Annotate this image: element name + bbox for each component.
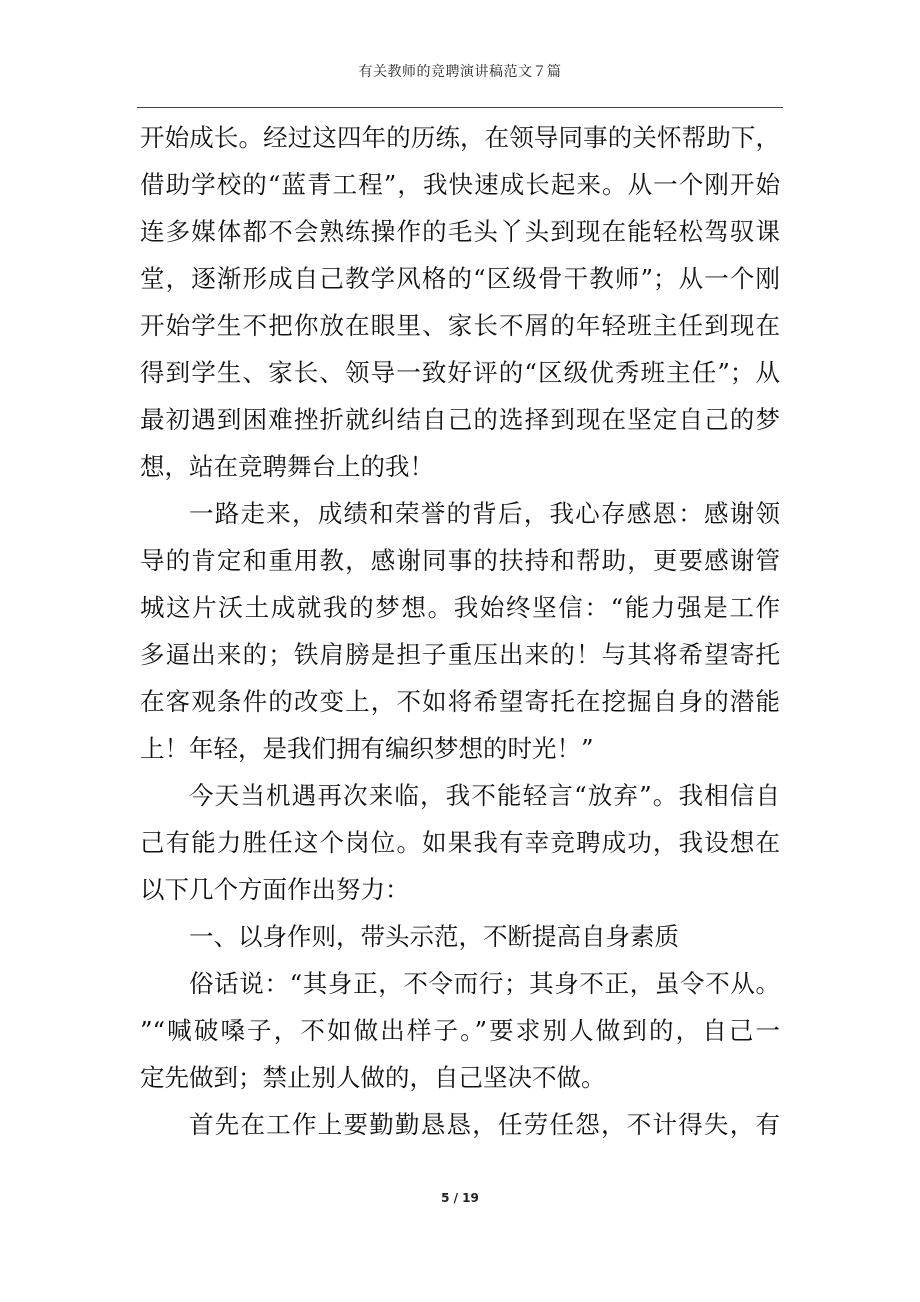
text-line: 想，站在竞聘舞台上的我！ [140, 452, 434, 481]
text-line: 借助学校的“蓝青工程”，我快速成长起来。从一个刚开始 [140, 170, 780, 199]
text-line: 连多媒体都不会熟练操作的毛头丫头到现在能轻松驾驭课 [140, 217, 780, 246]
page-number: 5 / 19 [441, 1191, 479, 1205]
text-line: 俗话说：“其身正，不令而行；其身不正，虽令不从。 [189, 969, 780, 998]
text-line: 开始成长。经过这四年的历练，在领导同事的关怀帮助下， [140, 123, 780, 152]
text-line: 开始学生不把你放在眼里、家长不屑的年轻班主任到现在 [140, 311, 780, 340]
text-line: 首先在工作上要勤勤恳恳，任劳任怨，不计得失，有 [189, 1110, 780, 1139]
header-divider [137, 107, 783, 108]
page-header-title: 有关教师的竞聘演讲稿范文７篇 [358, 64, 562, 80]
text-line: 己有能力胜任这个岗位。如果我有幸竞聘成功，我设想在 [140, 828, 780, 857]
text-line: 堂，逐渐形成自己教学风格的“区级骨干教师”；从一个刚 [140, 264, 780, 293]
text-line: 最初遇到困难挫折就纠结自己的选择到现在坚定自己的梦 [140, 405, 780, 434]
text-line: 多逼出来的；铁肩膀是担子重压出来的！与其将希望寄托 [140, 640, 780, 669]
text-line: 在客观条件的改变上，不如将希望寄托在挖掘自身的潜能 [140, 687, 780, 716]
text-line: 定先做到；禁止别人做的，自己坚决不做。 [140, 1063, 606, 1092]
text-line: 得到学生、家长、领导一致好评的“区级优秀班主任”；从 [140, 358, 780, 387]
document-body [140, 114, 780, 1148]
text-line: 今天当机遇再次来临，我不能轻言“放弃”。我相信自 [189, 781, 780, 810]
text-line: 以下几个方面作出努力： [140, 875, 410, 904]
text-line: 导的肯定和重用教，感谢同事的扶持和帮助，更要感谢管 [140, 546, 780, 575]
text-line: 一、以身作则，带头示范，不断提高自身素质 [189, 922, 679, 951]
text-line: 城这片沃土成就我的梦想。我始终坚信：“能力强是工作 [140, 593, 780, 622]
text-line: ”“喊破嗓子，不如做出样子。”要求别人做到的，自己一 [140, 1016, 780, 1045]
text-line: 一路走来，成绩和荣誉的背后，我心存感恩：感谢领 [189, 499, 780, 528]
text-line: 上！年轻，是我们拥有编织梦想的时光！” [140, 734, 594, 763]
